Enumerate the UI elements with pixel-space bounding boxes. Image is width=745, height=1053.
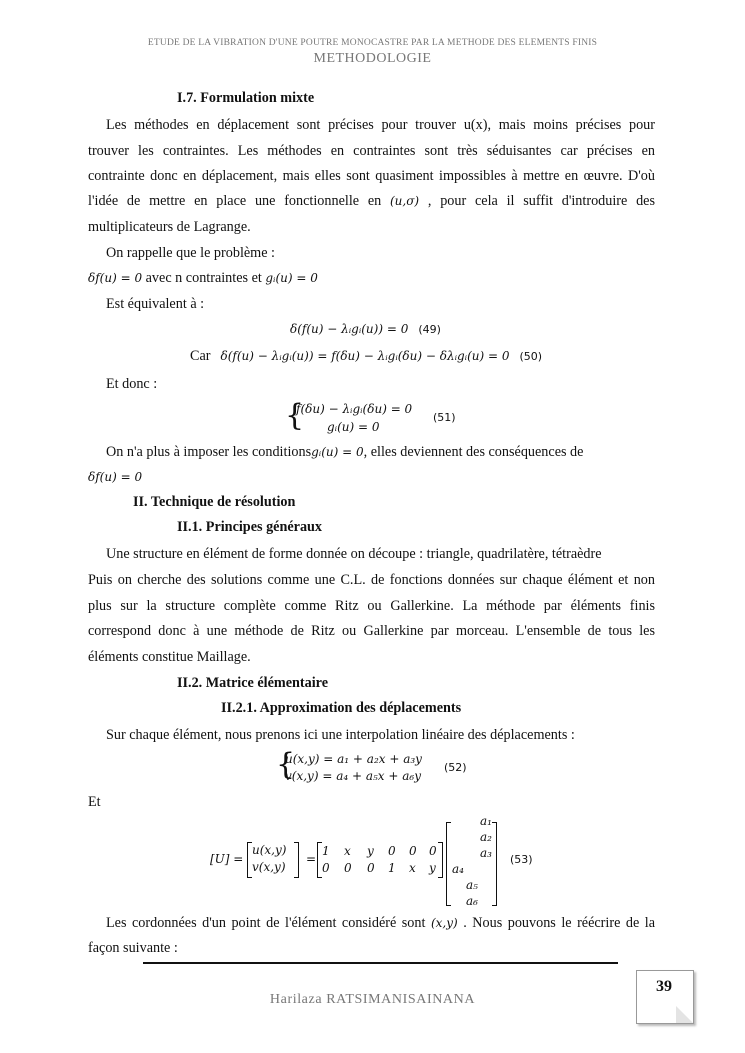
- footer-author: Harilaza RATSIMANISAINANA: [269, 992, 476, 1007]
- math-inline: δf(u) = 0: [88, 470, 143, 484]
- heading-approximation-deplacements: II.2.1. Approximation des déplacements: [221, 700, 462, 716]
- equation-equals: =: [306, 852, 317, 866]
- equation-lhs: [U] =: [210, 852, 244, 866]
- equation-line: u(x,y) = a₁ + a₂x + a₃y: [285, 752, 422, 766]
- paragraph-line: contrainte donc en déplacement, mais elles sont quasiment impossibles à mettre en œuvre. D'où: [88, 168, 655, 184]
- matrix-cell: 0: [367, 861, 375, 875]
- matrix-cell: 0: [322, 861, 330, 875]
- paragraph-line: Une structure en élément de forme donnée on découpe : triangle, quadrilatère, tétraèdre: [106, 546, 602, 562]
- paragraph-line: multiplicateurs de Lagrange.: [88, 219, 251, 235]
- matrix-cell: y: [367, 844, 374, 858]
- heading-principes-generaux: II.1. Principes généraux: [177, 519, 323, 535]
- paragraph-line: [88, 269, 318, 287]
- text-run: , elles deviennent des conséquences de: [363, 444, 584, 460]
- equation-body: δ(f(u) − λᵢgᵢ(u)) = 0: [290, 322, 409, 336]
- paragraph-line: trouver les contraintes. Les méthodes en contraintes sont très séduisantes car précises en: [88, 143, 655, 159]
- paragraph-line: éléments constitue Maillage.: [88, 649, 251, 665]
- equation-number: (53): [510, 853, 533, 866]
- equation-line: v(x,y) = a₄ + a₅x + a₆y: [285, 769, 421, 783]
- page-number: 39: [656, 978, 672, 995]
- equation-body: δ(f(u) − λᵢgᵢ(u)) = f(δu) − λᵢgᵢ(δu) − δλᵢgᵢ(u) = 0: [220, 349, 510, 363]
- matrix-cell: x: [344, 844, 351, 858]
- heading-formulation-mixte: I.7. Formulation mixte: [177, 90, 315, 106]
- matrix-cell: 0: [388, 844, 396, 858]
- bracket-right: [492, 822, 497, 906]
- matrix-cell: a₅: [466, 878, 478, 892]
- matrix-cell: v(x,y): [252, 860, 286, 874]
- page-curl-icon: [676, 1006, 693, 1023]
- math-inline: gᵢ(u) = 0: [311, 445, 364, 459]
- matrix-cell: 1: [322, 844, 330, 858]
- matrix-cell: a₂: [480, 830, 492, 844]
- equation-line: gᵢ(u) = 0: [327, 420, 380, 434]
- paragraph-line: Les méthodes en déplacement sont précises pour trouver u(x), mais moins précises pour: [106, 117, 655, 133]
- equation-number: (51): [433, 411, 456, 424]
- matrix-cell: a₆: [466, 894, 478, 908]
- paragraph-line: Est équivalent à :: [106, 296, 205, 312]
- heading-matrice-elementaire: II.2. Matrice élémentaire: [177, 675, 329, 691]
- paragraph-line: Et: [88, 794, 101, 810]
- math-inline: δf(u) = 0: [88, 271, 143, 285]
- text-run: Les cordonnées d'un point de l'élément considéré sont: [106, 915, 426, 931]
- equation-label: Car: [190, 348, 211, 364]
- running-header-section: METHODOLOGIE: [313, 51, 432, 66]
- matrix-cell: a₃: [480, 846, 492, 860]
- equation-number: (49): [418, 323, 441, 336]
- paragraph-line: [88, 914, 655, 932]
- paragraph-line: plus sur la structure complète comme Ritz ou Gallerkine. La méthode par éléments finis: [88, 598, 655, 614]
- running-header-title: ETUDE DE LA VIBRATION D'UNE POUTRE MONOCASTRE PAR LA METHODE DES ELEMENTS FINIS: [147, 38, 598, 48]
- bracket-right: [438, 842, 443, 878]
- paragraph-line: [106, 443, 583, 461]
- math-inline: (x,y): [430, 916, 458, 930]
- paragraph-line: [88, 192, 655, 210]
- brace-icon: {: [276, 747, 296, 782]
- matrix-cell: 0: [344, 861, 352, 875]
- matrix-cell: x: [409, 861, 416, 875]
- matrix-cell: y: [429, 861, 436, 875]
- paragraph-line: façon suivante :: [88, 940, 178, 956]
- equation-49: [290, 320, 441, 338]
- paragraph-line: correspond donc à une méthode de Ritz ou Gallerkine par morceau. L'ensemble de tous les: [88, 623, 655, 639]
- text-run: . Nous pouvons le réécrire de la: [463, 915, 656, 931]
- equation-number: (50): [519, 350, 543, 363]
- text-run: avec n contraintes et: [145, 270, 262, 286]
- math-inline: (u,σ): [390, 194, 420, 208]
- matrix-cell: a₄: [452, 862, 464, 876]
- brace-icon: {: [285, 398, 305, 433]
- matrix-cell: 0: [409, 844, 417, 858]
- equation-53: [210, 813, 550, 908]
- heading-technique-resolution: II. Technique de résolution: [133, 494, 296, 510]
- equation-50: [190, 347, 542, 365]
- text-run: On n'a plus à imposer les conditions: [106, 444, 312, 460]
- paragraph-line: Et donc :: [106, 376, 158, 392]
- bracket-right: [294, 842, 299, 878]
- equation-line: f(δu) − λᵢgᵢ(δu) = 0: [296, 402, 413, 416]
- matrix-cell: 0: [429, 844, 437, 858]
- paragraph-line: Puis on cherche des solutions comme une C.L. de fonctions données sur chaque élément et non: [88, 572, 655, 588]
- matrix-cell: a₁: [480, 814, 492, 828]
- matrix-cell: 1: [388, 861, 396, 875]
- math-inline: gᵢ(u) = 0: [265, 271, 318, 285]
- equation-number: (52): [444, 761, 467, 774]
- paragraph-line: Sur chaque élément, nous prenons ici une interpolation linéaire des déplacements :: [106, 727, 575, 743]
- paragraph-line: On rappelle que le problème :: [106, 245, 276, 261]
- text-run: l'idée de mettre en place une fonctionnelle en: [88, 193, 382, 209]
- footer-divider: [143, 962, 618, 964]
- text-run: , pour cela il suffit d'introduire des: [427, 193, 656, 209]
- matrix-cell: u(x,y): [252, 843, 287, 857]
- bracket-left: [446, 822, 451, 906]
